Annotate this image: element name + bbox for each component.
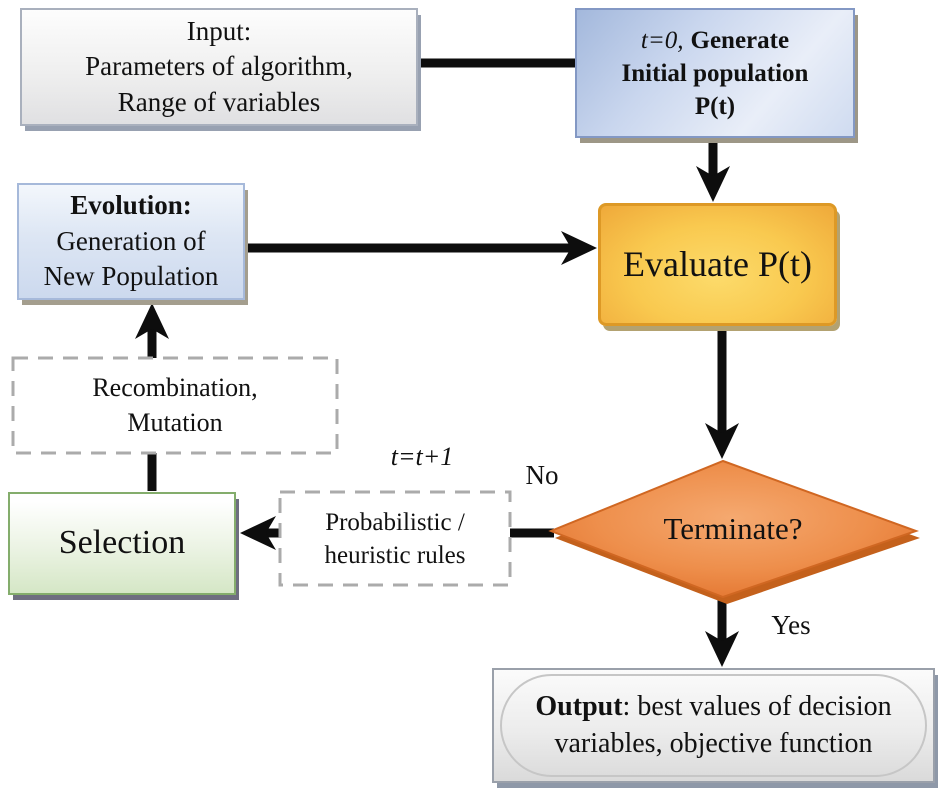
generate-node xyxy=(575,8,855,138)
evolution-title: Evolution: xyxy=(70,190,192,221)
evolution-line2: Generation of xyxy=(56,225,206,256)
input-line2: Parameters of algorithm, xyxy=(85,51,353,82)
generate-line2: Initial population xyxy=(621,59,809,87)
evaluate-label: Evaluate P(t) xyxy=(623,243,812,284)
generate-word: Generate xyxy=(690,26,790,54)
yes-label: Yes xyxy=(771,610,811,640)
no-label: No xyxy=(525,460,559,490)
evaluate-node xyxy=(598,203,837,326)
recombination-node xyxy=(13,358,337,453)
evolution-line3: New Population xyxy=(43,261,219,292)
selection-label: Selection xyxy=(58,524,186,562)
rules-line2: heuristic rules xyxy=(324,541,466,569)
selection-node xyxy=(8,492,236,595)
output-line1 xyxy=(535,689,891,726)
terminate-label: Terminate? xyxy=(663,511,803,546)
rules-line1: Probabilistic / xyxy=(325,508,465,536)
input-line1: Input: xyxy=(186,15,252,46)
rules-node xyxy=(280,492,510,585)
increment-label: t=t+1 xyxy=(390,442,454,471)
generate-line1 xyxy=(641,24,789,57)
generate-line3: P(t) xyxy=(694,92,736,120)
output-line2: variables, objective function xyxy=(554,727,873,759)
output-bold: Output xyxy=(535,690,623,722)
recombination-line2: Mutation xyxy=(127,407,223,437)
recombination-line1: Recombination, xyxy=(92,373,258,403)
input-line3: Range of variables xyxy=(117,86,321,117)
output-node xyxy=(492,668,935,783)
input-node xyxy=(20,8,418,126)
evolution-node xyxy=(17,183,245,300)
output-line1-rest: : best values of decision xyxy=(622,690,892,722)
t0-label: t=0, xyxy=(640,26,684,54)
